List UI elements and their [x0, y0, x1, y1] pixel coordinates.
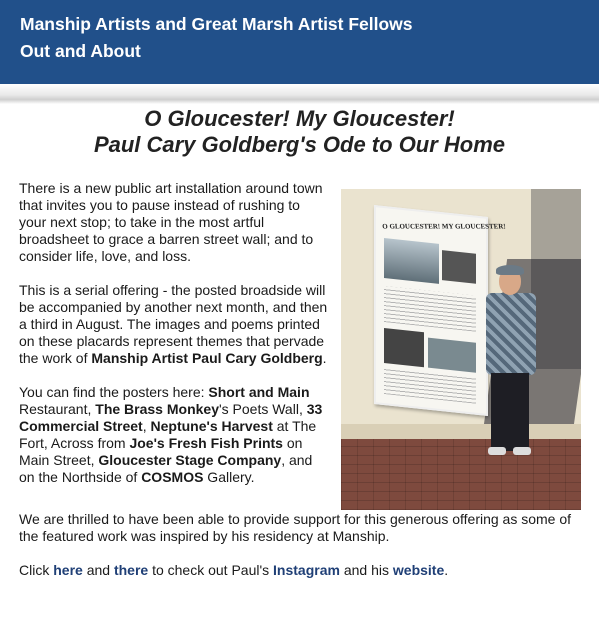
location-33-commercial: 33 Commercial Street	[19, 401, 323, 434]
text: to check out Paul's	[148, 562, 274, 578]
article-body	[0, 180, 599, 579]
here-link[interactable]: here	[53, 562, 83, 578]
article-title-line2: Paul Cary Goldberg's Ode to Our Home	[93, 132, 506, 157]
location-gloucester-stage: Gloucester Stage Company	[98, 452, 282, 468]
text: This is a serial offering - the posted broadside will be accompanied by another next month, and then a third in August. The images and poems printed on these placards represent themes that pervade the work of	[19, 282, 328, 366]
text: Click	[19, 562, 54, 578]
text: Restaurant,	[19, 401, 96, 417]
paragraph-intro: There is a new public art installation around town that invites you to pause instead of rushing to your next stop; to take in the most artful broadsheet to grace a barren street wall; and to consider life, love, and loss.	[19, 180, 323, 264]
article-title	[0, 106, 599, 158]
text: You can find the posters here:	[19, 384, 209, 400]
poster-title: O GLOUCESTER! MY GLOUCESTER!	[381, 222, 507, 231]
text: .	[322, 350, 327, 366]
location-brass-monkey: The Brass Monkey	[95, 401, 219, 417]
location-short-and-main: Short and Main	[208, 384, 310, 400]
header-subtitle: Out and About	[20, 41, 141, 61]
header-title: Manship Artists and Great Marsh Artist Fellows	[20, 14, 413, 34]
text: at The Fort, Across from	[19, 418, 317, 451]
location-cosmos: COSMOS	[141, 469, 204, 485]
text: ,	[142, 418, 151, 434]
location-joes-fresh-fish: Joe's Fresh Fish Prints	[129, 435, 283, 451]
text: , and on the Northside of	[19, 452, 313, 485]
header-banner	[0, 0, 599, 84]
text: and	[82, 562, 114, 578]
paragraph-support: We are thrilled to have been able to provide support for this generous offering as some of the featured work was inspired by his residency at Manship.	[19, 511, 572, 544]
article-title-line1: O Gloucester! My Gloucester!	[144, 106, 455, 131]
text: and his	[339, 562, 393, 578]
header-divider-shadow	[0, 84, 599, 104]
website-link[interactable]: website	[392, 562, 445, 578]
paragraph-locations	[19, 384, 329, 486]
instagram-link[interactable]: Instagram	[273, 562, 340, 578]
paragraph-serial	[19, 282, 329, 367]
text: on Main Street,	[19, 435, 303, 468]
paragraph-links	[19, 562, 579, 579]
there-link[interactable]: there	[113, 562, 149, 578]
text: Gallery.	[203, 469, 255, 485]
artist-name: Manship Artist Paul Cary Goldberg	[91, 350, 323, 366]
text: 's Poets Wall,	[218, 401, 307, 417]
location-neptunes-harvest: Neptune's Harvest	[150, 418, 273, 434]
text: .	[444, 562, 449, 578]
